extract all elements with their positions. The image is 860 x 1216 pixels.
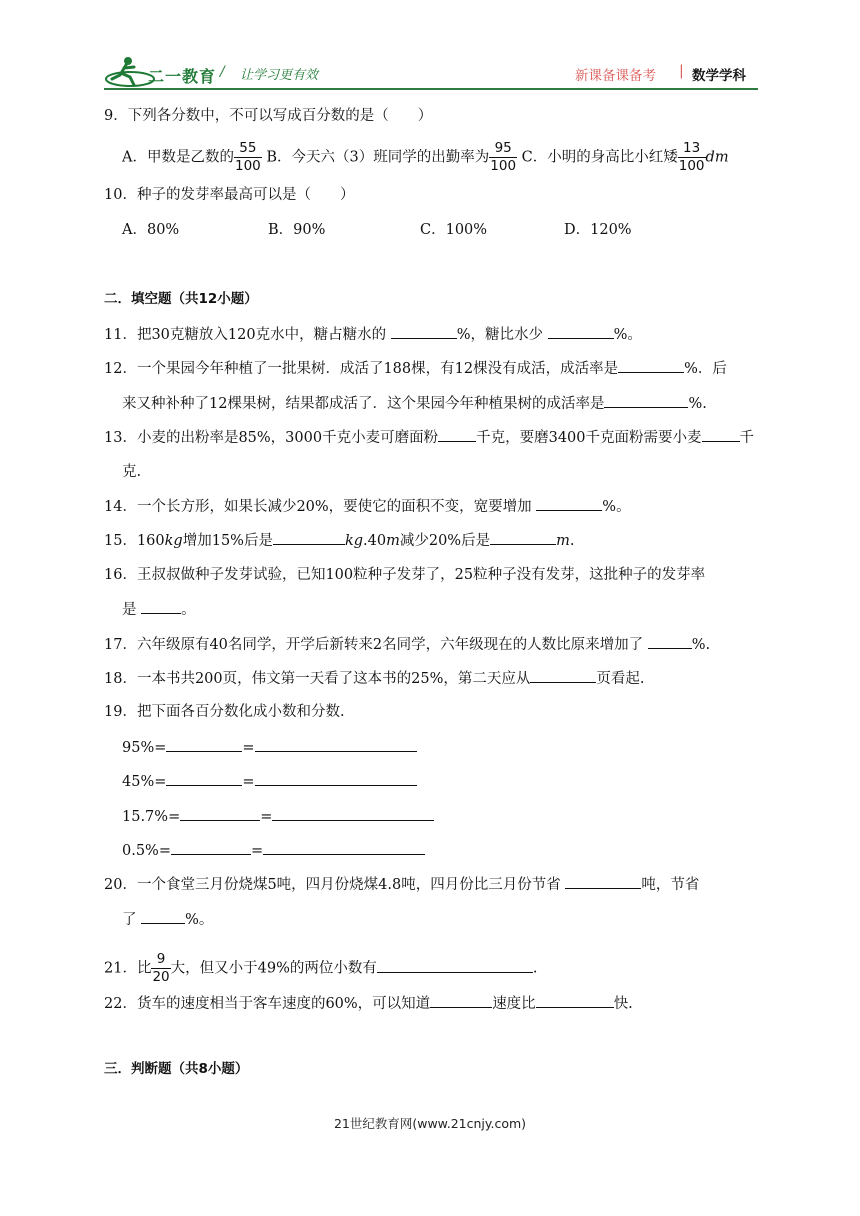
q9-option-a: A．甲数是乙数的 bbox=[122, 149, 234, 166]
q22-text-2: 速度比 bbox=[492, 996, 536, 1012]
q13-blank-1[interactable] bbox=[438, 427, 476, 442]
q21 bbox=[104, 951, 537, 986]
q18-blank[interactable] bbox=[530, 668, 596, 683]
q16-text-2: 是 bbox=[122, 602, 142, 618]
q12-line-1 bbox=[104, 358, 727, 379]
q19-decimal-blank[interactable] bbox=[166, 737, 242, 752]
q12-line-2 bbox=[122, 393, 707, 414]
q22-text-3: 快. bbox=[613, 996, 633, 1012]
header-slash: / bbox=[220, 64, 225, 80]
q21-text-3: . bbox=[532, 960, 538, 977]
q20-blank-2[interactable] bbox=[141, 909, 185, 924]
q19-row bbox=[122, 806, 434, 827]
q9-b-fraction bbox=[489, 140, 517, 175]
q15-text-1: 15．160 bbox=[104, 533, 165, 549]
header-subject: 数学学科 bbox=[692, 68, 746, 84]
q20-text-2: 吨，节省 bbox=[641, 877, 700, 893]
q21-text-2: 大，但又小于49%的两位小数有 bbox=[170, 960, 377, 977]
q12-text-4: %. bbox=[688, 396, 707, 412]
q12-blank-1[interactable] bbox=[618, 358, 684, 373]
q15-unit-1: kg bbox=[164, 533, 183, 549]
q20-text-1: 20．一个食堂三月份烧煤5吨，四月份烧煤4.8吨，四月份比三月份节省 bbox=[104, 877, 566, 893]
q10-option-a: A．80% bbox=[122, 222, 180, 238]
q15-text-5: . bbox=[569, 533, 575, 549]
q11-blank-2[interactable] bbox=[548, 324, 614, 339]
q16-line-1: 16．王叔叔做种子发芽试验，已知100粒种子发芽了，25粒种子没有发芽，这批种子的发芽率 bbox=[104, 567, 706, 583]
q9-option-b: B．今天六（3）班同学的出勤率为 bbox=[266, 149, 490, 166]
q19-row-label: 45%= bbox=[122, 774, 167, 790]
q15-blank-2[interactable] bbox=[490, 530, 556, 545]
q13-blank-2[interactable] bbox=[702, 427, 740, 442]
page-header bbox=[0, 0, 860, 95]
q19-fraction-blank[interactable] bbox=[255, 737, 417, 752]
q15-blank-1[interactable] bbox=[273, 530, 345, 545]
q15-text-2: 增加15%后是 bbox=[182, 533, 273, 549]
q19-stem: 19．把下面各百分数化成小数和分数. bbox=[104, 704, 345, 720]
q15-unit-3: m bbox=[386, 533, 400, 549]
q19-row bbox=[122, 840, 425, 861]
q15-unit-2: kg bbox=[344, 533, 364, 549]
q14-text-1: 14．一个长方形，如果长减少20%，要使它的面积不变，宽要增加 bbox=[104, 499, 537, 515]
q9-a-denominator: 100 bbox=[234, 158, 261, 174]
q19-row-label: 15.7%= bbox=[122, 809, 181, 825]
q13-text-2: 千克，要磨3400千克面粉需要小麦 bbox=[476, 430, 702, 446]
q12-blank-2[interactable] bbox=[604, 393, 688, 408]
q17 bbox=[104, 634, 710, 655]
section-3-title: 三．判断题（共8小题） bbox=[104, 1061, 249, 1077]
q21-text-1: 21．比 bbox=[104, 960, 152, 977]
q19-row-eq: = bbox=[242, 740, 255, 756]
q19-decimal-blank[interactable] bbox=[171, 840, 251, 855]
q19-fraction-blank[interactable] bbox=[263, 840, 425, 855]
q19-fraction-blank[interactable] bbox=[255, 771, 417, 786]
q9-a-fraction bbox=[234, 140, 262, 175]
q16-blank[interactable] bbox=[141, 599, 181, 614]
q14 bbox=[104, 496, 631, 517]
q13-text-3: 千 bbox=[739, 430, 754, 446]
q19-row-label: 0.5%= bbox=[122, 843, 171, 859]
header-right-title: 新课备课备考 bbox=[575, 68, 656, 84]
q11 bbox=[104, 324, 642, 345]
q9-b-denominator: 100 bbox=[490, 158, 517, 174]
q17-text-1: 17．六年级原有40名同学，开学后新转来2名同学，六年级现在的人数比原来增加了 bbox=[104, 637, 648, 653]
q14-blank[interactable] bbox=[536, 496, 602, 511]
q9-c-numerator: 13 bbox=[678, 140, 706, 158]
q12-text-1: 12．一个果园今年种植了一批果树．成活了188棵，有12棵没有成活，成活率是 bbox=[104, 361, 619, 377]
header-divider bbox=[104, 88, 758, 90]
q9-c-fraction bbox=[678, 140, 706, 175]
header-separator: | bbox=[679, 63, 684, 79]
q22-blank-1[interactable] bbox=[430, 993, 492, 1008]
q16-line-2 bbox=[122, 599, 196, 620]
q19-row bbox=[122, 737, 417, 758]
q18-text-2: 页看起. bbox=[596, 671, 645, 687]
q19-fraction-blank[interactable] bbox=[272, 806, 434, 821]
q9-options bbox=[122, 140, 729, 175]
q21-numerator: 9 bbox=[151, 951, 170, 969]
q20-line-2 bbox=[122, 909, 213, 930]
q13-line-2: 克. bbox=[122, 464, 142, 480]
q10-stem: 10．种子的发芽率最高可以是（ ） bbox=[104, 187, 355, 203]
q19-row-eq: = bbox=[242, 774, 255, 790]
q10-option-b: B．90% bbox=[268, 222, 326, 238]
q13-line-1 bbox=[104, 427, 754, 448]
slogan: 让学习更有效 bbox=[240, 68, 319, 83]
q19-row bbox=[122, 771, 417, 792]
q19-decimal-blank[interactable] bbox=[166, 771, 242, 786]
q18-text-1: 18．一本书共200页，伟文第一天看了这本书的25%，第二天应从 bbox=[104, 671, 531, 687]
q22-text-1: 22．货车的速度相当于客车速度的60%，可以知道 bbox=[104, 996, 431, 1012]
q22 bbox=[104, 993, 633, 1014]
q19-row-label: 95%= bbox=[122, 740, 167, 756]
q13-text-1: 13．小麦的出粉率是85%，3000千克小麦可磨面粉 bbox=[104, 430, 439, 446]
q15 bbox=[104, 530, 574, 551]
section-2-title: 二．填空题（共12小题） bbox=[104, 291, 258, 307]
q10-option-c: C．100% bbox=[420, 222, 488, 238]
q11-text-1: 11．把30克糖放入120克水中，糖占糖水的 bbox=[104, 327, 391, 343]
q9-c-unit: dm bbox=[705, 149, 729, 166]
q14-text-2: %。 bbox=[602, 499, 631, 515]
logo-text: 二一教育 bbox=[148, 67, 217, 86]
q21-blank[interactable] bbox=[377, 958, 533, 973]
q20-text-3: 了 bbox=[122, 912, 142, 928]
q15-text-4: 减少20%后是 bbox=[399, 533, 491, 549]
q9-c-denominator: 100 bbox=[678, 158, 705, 174]
q11-text-2: %，糖比水少 bbox=[456, 327, 548, 343]
q11-text-3: %。 bbox=[613, 327, 642, 343]
q15-text-3: .40 bbox=[363, 533, 387, 549]
q22-blank-2[interactable] bbox=[536, 993, 614, 1008]
q10-option-d: D．120% bbox=[564, 222, 632, 238]
q20-text-4: %。 bbox=[185, 912, 214, 928]
q9-b-numerator: 95 bbox=[489, 140, 517, 158]
q17-blank[interactable] bbox=[648, 634, 692, 649]
q21-denominator: 20 bbox=[152, 969, 170, 985]
q11-blank-1[interactable] bbox=[391, 324, 457, 339]
page-footer: 21世纪教育网(www.21cnjy.com) bbox=[333, 1116, 527, 1131]
q15-unit-4: m bbox=[556, 533, 570, 549]
q9-option-c: C．小明的身高比小红矮 bbox=[521, 149, 678, 166]
q20-blank-1[interactable] bbox=[565, 874, 641, 889]
q19-row-eq: = bbox=[251, 843, 264, 859]
q9-stem: 9．下列各分数中，不可以写成百分数的是（ ） bbox=[104, 108, 433, 124]
q12-text-2: %．后 bbox=[684, 361, 727, 377]
q19-row-eq: = bbox=[260, 809, 273, 825]
q18 bbox=[104, 668, 644, 689]
q21-fraction bbox=[151, 951, 170, 986]
q9-a-numerator: 55 bbox=[234, 140, 262, 158]
q20-line-1 bbox=[104, 874, 699, 895]
q19-decimal-blank[interactable] bbox=[180, 806, 260, 821]
q12-text-3: 来又种补种了12棵果树，结果都成活了．这个果园今年种植果树的成活率是 bbox=[122, 396, 605, 412]
q17-text-2: %. bbox=[691, 637, 711, 653]
q16-text-3: 。 bbox=[181, 602, 196, 618]
